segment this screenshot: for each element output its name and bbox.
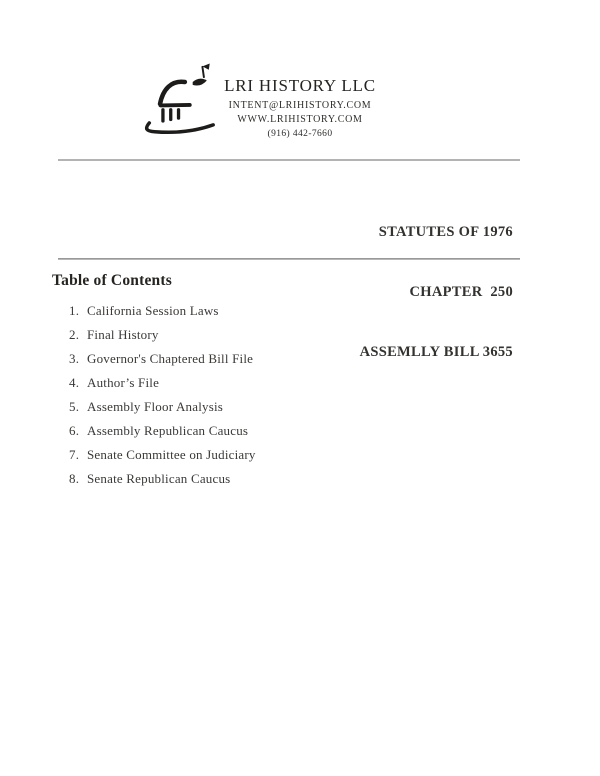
toc-item-number: 5. bbox=[69, 399, 80, 414]
chapter-line: CHAPTER 250 bbox=[409, 284, 513, 300]
list-item bbox=[69, 351, 256, 367]
toc-item-number: 4. bbox=[69, 375, 80, 390]
list-item bbox=[69, 471, 256, 487]
letterhead bbox=[0, 76, 600, 141]
list-item bbox=[69, 447, 256, 463]
toc-item-label: Senate Committee on Judiciary bbox=[87, 447, 256, 462]
toc-item-number: 3. bbox=[69, 351, 80, 366]
toc-item-label: California Session Laws bbox=[87, 303, 219, 318]
company-website: WWW.LRIHISTORY.COM bbox=[237, 114, 363, 125]
toc-item-label: Governor's Chaptered Bill File bbox=[87, 351, 254, 366]
list-item bbox=[69, 423, 256, 439]
toc-item-number: 8. bbox=[69, 471, 80, 486]
horizontal-rule-bottom bbox=[58, 258, 520, 260]
statutes-year-line: STATUTES OF 1976 bbox=[378, 224, 513, 240]
company-email: INTENT@LRIHISTORY.COM bbox=[228, 100, 372, 111]
toc-item-label: Assembly Republican Caucus bbox=[87, 423, 249, 438]
toc-item-label: Assembly Floor Analysis bbox=[87, 399, 224, 414]
list-item bbox=[69, 303, 256, 319]
horizontal-rule-top bbox=[58, 159, 520, 161]
toc-item-label: Senate Republican Caucus bbox=[87, 471, 231, 486]
toc-list bbox=[69, 303, 256, 495]
toc-item-label: Author’s File bbox=[87, 375, 160, 390]
company-phone: (916) 442-7660 bbox=[267, 129, 333, 139]
toc-item-number: 2. bbox=[69, 327, 80, 342]
list-item bbox=[69, 327, 256, 343]
statute-reference bbox=[360, 182, 513, 402]
toc-item-label: Final History bbox=[87, 327, 159, 342]
assembly-bill-line: ASSEMLLY BILL 3655 bbox=[359, 344, 513, 360]
list-item bbox=[69, 399, 256, 415]
toc-item-number: 7. bbox=[69, 447, 80, 462]
list-item bbox=[69, 375, 256, 391]
toc-item-number: 6. bbox=[69, 423, 80, 438]
toc-title: Table of Contents bbox=[52, 272, 172, 289]
company-name: LRI HISTORY LLC bbox=[224, 76, 376, 95]
toc-item-number: 1. bbox=[69, 303, 80, 318]
